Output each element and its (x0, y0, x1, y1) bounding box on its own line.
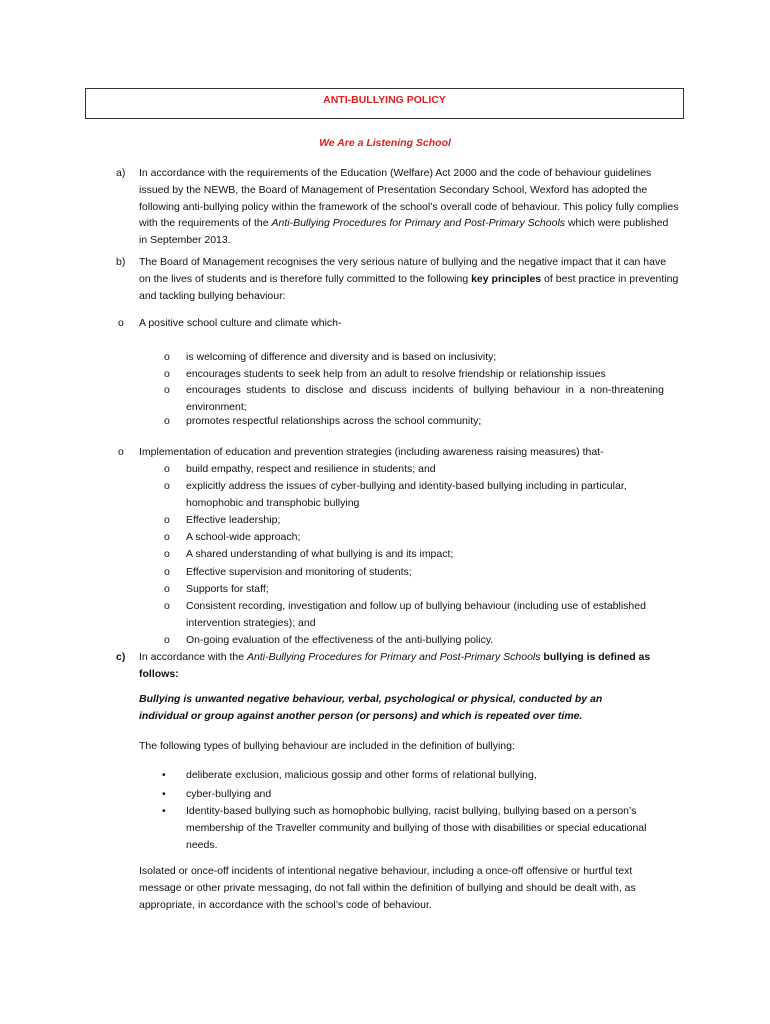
principle-1-item: is welcoming of difference and diversity and is based on inclusivity; (186, 351, 497, 363)
principle-2-item: A school-wide approach; (186, 531, 301, 543)
section-c-paragraph (139, 649, 659, 683)
bullying-type-item: cyber-bullying and (186, 788, 272, 800)
list-marker: o (164, 480, 170, 492)
page-title: ANTI-BULLYING POLICY (323, 94, 446, 106)
principle-2-item: Effective supervision and monitoring of students; (186, 566, 412, 578)
bullying-definition: Bullying is unwanted negative behaviour, verbal, psychological or physical, conducted by an individual or group against another person (or persons) and which is repeated over time. (139, 693, 603, 722)
list-marker: o (164, 415, 170, 427)
list-marker: o (164, 463, 170, 475)
list-marker: o (164, 351, 170, 363)
list-marker: o (164, 583, 170, 595)
principle-2-item: Effective leadership; (186, 514, 281, 526)
bullying-type-item: Identity-based bullying such as homophobic bullying, racist bullying, bullying based on a person’s membership of the Traveller community and bullying of those with disabilities or special educational needs. (186, 805, 647, 851)
section-b-text: The Board of Management recognises the very serious nature of bullying and the negative impact that it can have on the lives of students and is therefore fully committed to the following (139, 256, 667, 285)
principle-1-text: A positive school culture and climate which- (139, 317, 342, 329)
list-marker: o (164, 384, 170, 396)
list-marker: o (164, 368, 170, 380)
section-b-marker: b) (116, 256, 126, 268)
list-marker: o (164, 548, 170, 560)
principle-2-item: Consistent recording, investigation and follow up of bullying behaviour (including use of established intervention strategies); and (186, 600, 646, 629)
principle-2-text: Implementation of education and prevention strategies (including awareness raising measures) that- (139, 446, 604, 458)
closing-paragraph: Isolated or once-off incidents of intentional negative behaviour, including a once-off offensive or hurtful text message or other private messaging, do not fall within the definition of bullying and should be dealt with, as appropriate, in accordance with the school’s code of behaviour. (139, 865, 636, 911)
bullying-type-item: deliberate exclusion, malicious gossip and other forms of relational bullying, (186, 769, 537, 781)
principle-2-item: explicitly address the issues of cyber-bullying and identity-based bullying including in particular, homophobic and transphobic bullying (186, 480, 627, 509)
section-a-marker: a) (116, 167, 126, 179)
bullet: • (162, 788, 166, 800)
principle-1-item: promotes respectful relationships across the school community; (186, 415, 482, 427)
section-a-italic: Anti-Bullying Procedures for Primary and Post-Primary Schools (271, 217, 566, 230)
principle-1-item: encourages students to seek help from an adult to resolve friendship or relationship issues (186, 368, 606, 380)
section-a-paragraph (139, 165, 679, 249)
section-a-text: In accordance with the requirements of the Education (Welfare) Act 2000 and the code of behaviour guidelines issued by the NEWB, the Board of Management of Presentation Secondary School, Wexford has adopted the following anti-bullying policy within the framework of the school’s overall code of behaviour. This policy fully complies with the requirements of the (139, 167, 679, 230)
principle-2-item: On-going evaluation of the effectiveness of the anti-bullying policy. (186, 634, 494, 646)
principle-2-item: build empathy, respect and resilience in students; and (186, 463, 436, 475)
section-b-bold: key principles (471, 272, 542, 285)
principle-2-marker: o (118, 446, 124, 458)
bullet: • (162, 805, 166, 817)
list-marker: o (164, 566, 170, 578)
list-marker: o (164, 531, 170, 543)
list-marker: o (164, 514, 170, 526)
bullet: • (162, 769, 166, 781)
principle-2-item: A shared understanding of what bullying is and its impact; (186, 548, 454, 560)
section-c-italic: Anti-Bullying Procedures for Primary and Post-Primary Schools (246, 651, 541, 663)
section-b-paragraph (139, 254, 679, 304)
principle-1-marker: o (118, 317, 124, 329)
section-b-text-end: of best practice in preventing and tackling bullying behaviour: (139, 272, 679, 302)
principle-1-item: encourages students to disclose and discuss incidents of bullying behaviour in a non-threatening environment; (186, 384, 664, 413)
section-c-marker: c) (116, 651, 126, 663)
page-subtitle: We Are a Listening School (319, 137, 451, 149)
principle-2-item: Supports for staff; (186, 583, 269, 595)
section-a-text-end: which were published in September 2013. (139, 217, 669, 247)
title-box (85, 88, 684, 119)
section-c-text: In accordance with the (139, 651, 247, 663)
section-c-bold: bullying is defined as follows: (139, 651, 651, 680)
list-marker: o (164, 634, 170, 646)
bullying-types-intro: The following types of bullying behaviour are included in the definition of bullying: (139, 740, 515, 752)
list-marker: o (164, 600, 170, 612)
